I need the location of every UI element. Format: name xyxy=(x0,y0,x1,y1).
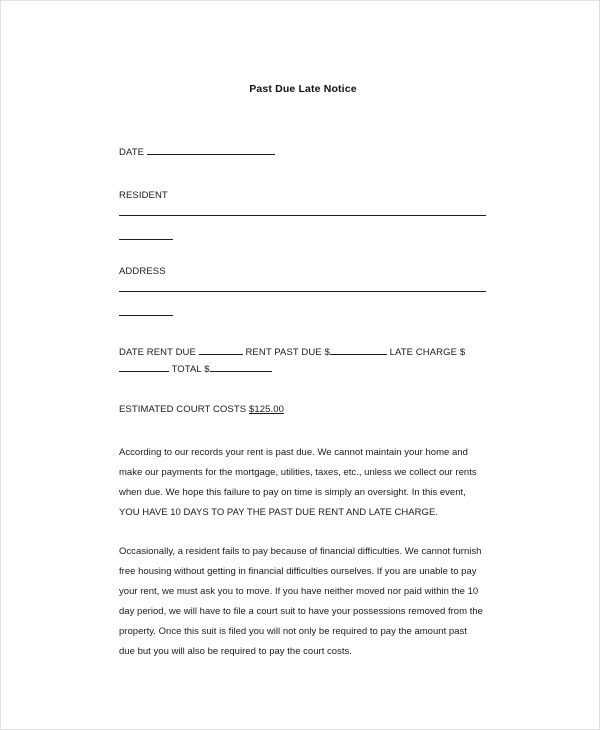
address-fill-line-1[interactable] xyxy=(119,291,486,292)
page-title: Past Due Late Notice xyxy=(249,83,357,95)
rent-past-due-label: RENT PAST DUE $ xyxy=(245,347,330,358)
estimated-court-costs-label: ESTIMATED COURT COSTS xyxy=(119,404,247,415)
date-label: DATE xyxy=(119,147,145,158)
rent-past-due-fill-line[interactable] xyxy=(330,345,387,355)
date-rent-due-fill-line[interactable] xyxy=(199,345,243,355)
amounts-section xyxy=(119,344,479,378)
estimated-court-costs-row xyxy=(119,404,284,415)
address-fill-line-2[interactable] xyxy=(119,315,173,316)
resident-fill-line-1[interactable] xyxy=(119,215,486,216)
resident-label: RESIDENT xyxy=(119,190,168,201)
estimated-court-costs-amount: $125.00 xyxy=(248,404,284,415)
late-charge-fill-line[interactable] xyxy=(119,362,169,372)
late-charge-label: LATE CHARGE xyxy=(389,347,458,358)
notice-paragraph-first: According to our records your rent is past due. We cannot maintain your home and make our payments for the mortgage, utilities, taxes, etc., unless we collect our rents when due. We hope this failure to pay on time is simply an oversight. In this event, YOU HAVE 10 DAYS TO PAY THE PAST DUE RENT AND LATE CHARGE. xyxy=(119,447,477,518)
address-label: ADDRESS xyxy=(119,266,166,277)
resident-fill-line-2[interactable] xyxy=(119,239,173,240)
date-field-row xyxy=(119,145,275,158)
total-label: TOTAL $ xyxy=(171,364,210,375)
late-charge-currency: $ xyxy=(459,347,466,358)
date-fill-line[interactable] xyxy=(147,145,275,155)
date-rent-due-label: DATE RENT DUE xyxy=(119,347,196,358)
total-fill-line[interactable] xyxy=(210,362,272,372)
notice-paragraph-second: Occasionally, a resident fails to pay because of financial difficulties. We cannot furnish free housing without getting in financial difficulties ourselves. If you are unable to pay your rent, we must ask you to move. If you have neither moved nor paid within the 10 day period, we will have to file a court suit to have your possessions removed from the property. Once this suit is filed you will not only be required to pay the amount past due but you will also be required to pay the court costs. xyxy=(119,546,483,657)
